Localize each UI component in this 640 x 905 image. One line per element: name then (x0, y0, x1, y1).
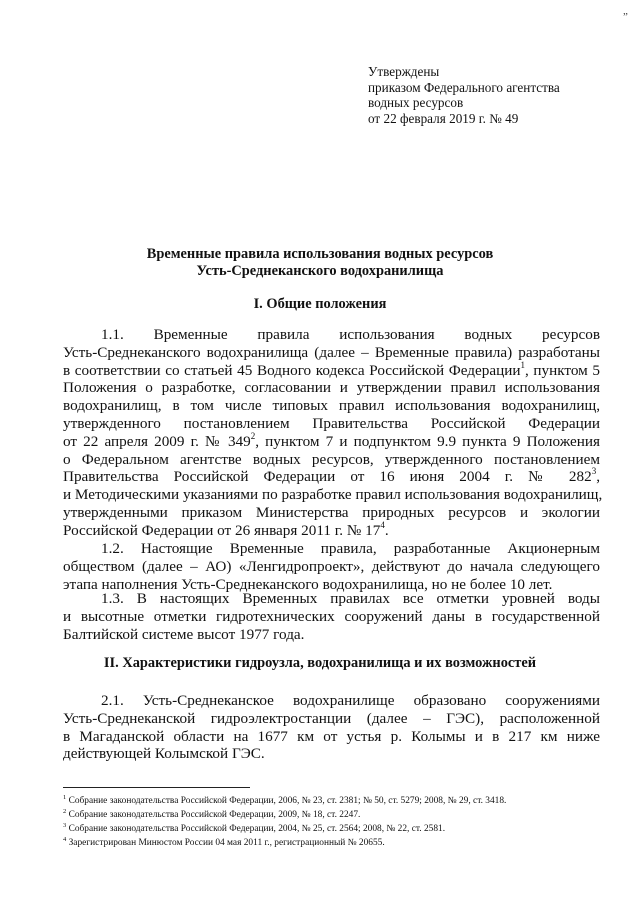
footnote (63, 795, 603, 809)
title-line: Усть-Среднеканского водохранилища (196, 263, 444, 279)
text-line: 1.3. В настоящих Временных правилах все отметки уровней воды (101, 590, 600, 607)
footnote-ref: 3 (591, 466, 597, 477)
corner-scan-mark: „ (623, 5, 628, 17)
text-segment: , (596, 468, 600, 486)
footnote (63, 837, 603, 851)
text-segment: от 22 апреля 2009 г. № 349 (63, 432, 251, 450)
title-line: Временные правила использования водных ресурсов (146, 246, 494, 262)
footnote (63, 823, 603, 837)
text-segment: , пунктом 7 и подпунктом 9.9 пункта 9 Положения (255, 432, 601, 450)
footnote-text: Собрание законодательства Российской Федерации, 2004, № 25, ст. 2564; 2008, № 22, ст. 2581. (68, 823, 446, 834)
text-line (63, 519, 600, 540)
footnote-text: Собрание законодательства Российской Федерации, 2009, № 18, ст. 2247. (68, 809, 361, 820)
text-line: 2.1. Усть-Среднеканское водохранилище образовано сооружениями (101, 692, 600, 709)
footnote-number: 4 (63, 835, 67, 843)
approval-line: от 22 февраля 2019 г. № 49 (368, 110, 519, 126)
footnote-text: Собрание законодательства Российской Федерации, 2006, № 23, ст. 2381; № 50, ст. 5279; 2008, № 29, ст. 3418. (68, 796, 507, 806)
text-line: водохранилищ, в том числе типовых правил использования водохранилищ, (63, 397, 600, 415)
text-line: и Методическими указаниями по разработке правил использования водохранилищ, (63, 486, 603, 504)
text-line: 1.2. Настоящие Временные правила, разработанные Акционерным (101, 540, 600, 557)
footnote-ref: 2 (250, 430, 256, 441)
text-segment: в соответствии со статьей 45 Водного кодекса Российской Федерации (63, 361, 521, 379)
text-line: 1.1. Временные правила использования водных ресурсов (101, 326, 600, 343)
text-line: о Федеральном агентстве водных ресурсов, утвержденного постановлением (63, 450, 600, 468)
text-line: утвержденного постановлением Правительства Российской Федерации (63, 414, 600, 432)
text-line: этапа наполнения Усть-Среднеканского водохранилища, но не более 10 лет. (63, 575, 553, 593)
text-line: обществом (далее – АО) «Ленгидропроект», действуют до начала следующего (63, 557, 600, 575)
text-line: действующей Колымской ГЭС. (63, 745, 265, 763)
section-heading-characteristics: II. Характеристики гидроузла, водохранилища и их возможностей (103, 655, 537, 671)
footnote-number: 3 (63, 821, 67, 829)
text-line: Балтийской системе высот 1977 года. (63, 625, 305, 643)
paragraph-2-1 (63, 692, 600, 763)
text-segment: Российской Федерации от 26 января 2011 г. № 17 (63, 521, 381, 539)
text-segment: . (384, 521, 389, 539)
text-line (63, 468, 600, 486)
text-line: Усть-Среднеканской гидроэлектростанции (далее – ГЭС), расположенной (63, 709, 600, 727)
section-heading-general: I. Общие положения (253, 296, 387, 312)
approval-line: приказом Федерального агентства (368, 79, 560, 95)
approval-line: водных ресурсов (368, 95, 464, 110)
approval-stamp (368, 64, 608, 126)
paragraph-1-2 (63, 540, 600, 593)
text-line: в Магаданской области на 1677 км от устья р. Колымы и в 217 км ниже (63, 727, 600, 745)
footnote-ref: 1 (520, 359, 525, 370)
footnotes (63, 795, 603, 851)
text-line: и высотные отметки гидротехнических сооружений даны в государственной (63, 607, 600, 625)
paragraph-1-1 (63, 326, 603, 540)
footnote-ref: 4 (380, 519, 385, 530)
approval-line: Утверждены (368, 64, 440, 79)
text-segment: Правительства Российской Федерации от 16 июня 2004 г. № 282 (63, 468, 592, 486)
text-line (63, 359, 600, 380)
paragraph-1-3 (63, 590, 600, 643)
text-line: Положения о разработке, согласовании и утверждении правил использования (63, 379, 600, 397)
footnote-divider (63, 787, 250, 788)
footnote-number: 2 (63, 807, 67, 815)
text-segment: , пунктом 5 (524, 361, 600, 379)
text-line: Усть-Среднеканского водохранилища (далее – Временные правила) разработаны (63, 343, 600, 361)
footnote-text: Зарегистрирован Минюстом России 04 мая 2011 г., регистрационный № 20655. (68, 837, 385, 848)
text-line (63, 430, 601, 451)
document-title (0, 246, 640, 280)
text-line: утвержденными приказом Министерства природных ресурсов и экологии (63, 503, 600, 521)
footnote-number: 1 (63, 793, 67, 801)
footnote (63, 809, 603, 823)
